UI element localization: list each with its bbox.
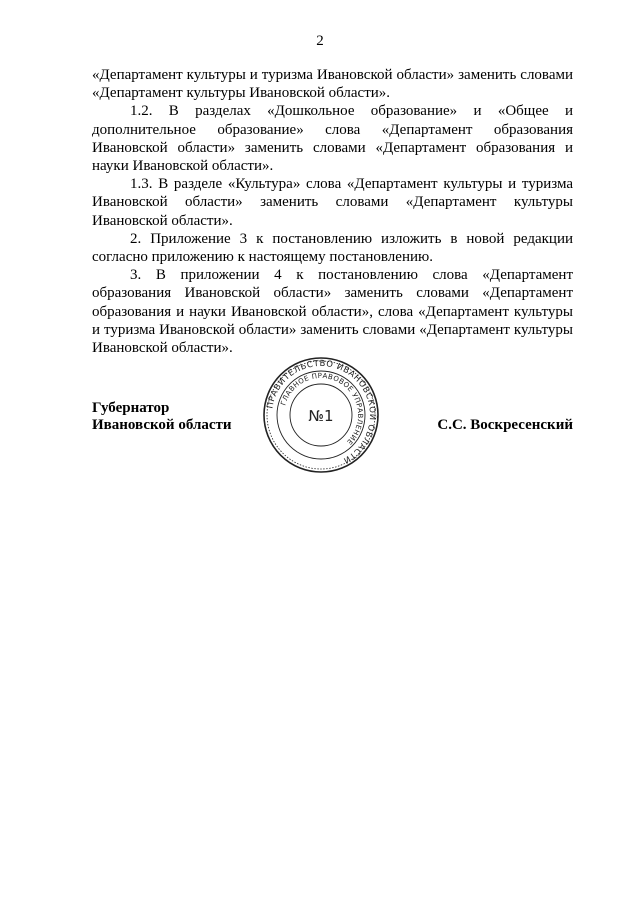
- seal-inner-text: ГЛАВНОЕ ПРАВОВОЕ УПРАВЛЕНИЕ: [279, 371, 365, 447]
- seal-center-number: №1: [308, 407, 334, 425]
- paragraph-1-3: 1.3. В разделе «Культура» слова «Департамент культуры и туризма Ивановской области» заменить словами «Департамент культуры Ивановской области».: [92, 176, 573, 229]
- signatory-position: [92, 400, 232, 434]
- paragraph-continuation: «Департамент культуры и туризма Ивановской области» заменить словами «Департамент культуры Ивановской области».: [92, 67, 573, 102]
- signatory-position-line-2: Ивановской области: [92, 417, 232, 433]
- document-body: [92, 66, 573, 357]
- paragraph-1-2: 1.2. В разделах «Дошкольное образование» и «Общее и дополнительное образование» слова «Департамент образования Ивановской области» заменить словами «Департамент образования и науки Ивановской области».: [92, 103, 573, 175]
- paragraph-3: 3. В приложении 4 к постановлению слова «Департамент образования Ивановской области» заменить словами «Департамент образования и науки Ивановской области», слова «Департамент культуры и туризма Ивановской области» заменить словами «Департамент культуры Ивановской области».: [92, 267, 573, 357]
- paragraph-2: 2. Приложение 3 к постановлению изложить в новой редакции согласно приложению к настоящему постановлению.: [92, 230, 573, 266]
- page-number: 2: [316, 33, 324, 49]
- signatory-name: С.С. Воскресенский: [437, 417, 573, 433]
- seal-outer-text: ПРАВИТЕЛЬСТВО ИВАНОВСКОЙ ОБЛАСТИ: [264, 357, 379, 467]
- signatory-position-line-1: Губернатор: [92, 400, 170, 416]
- official-seal: [262, 356, 380, 474]
